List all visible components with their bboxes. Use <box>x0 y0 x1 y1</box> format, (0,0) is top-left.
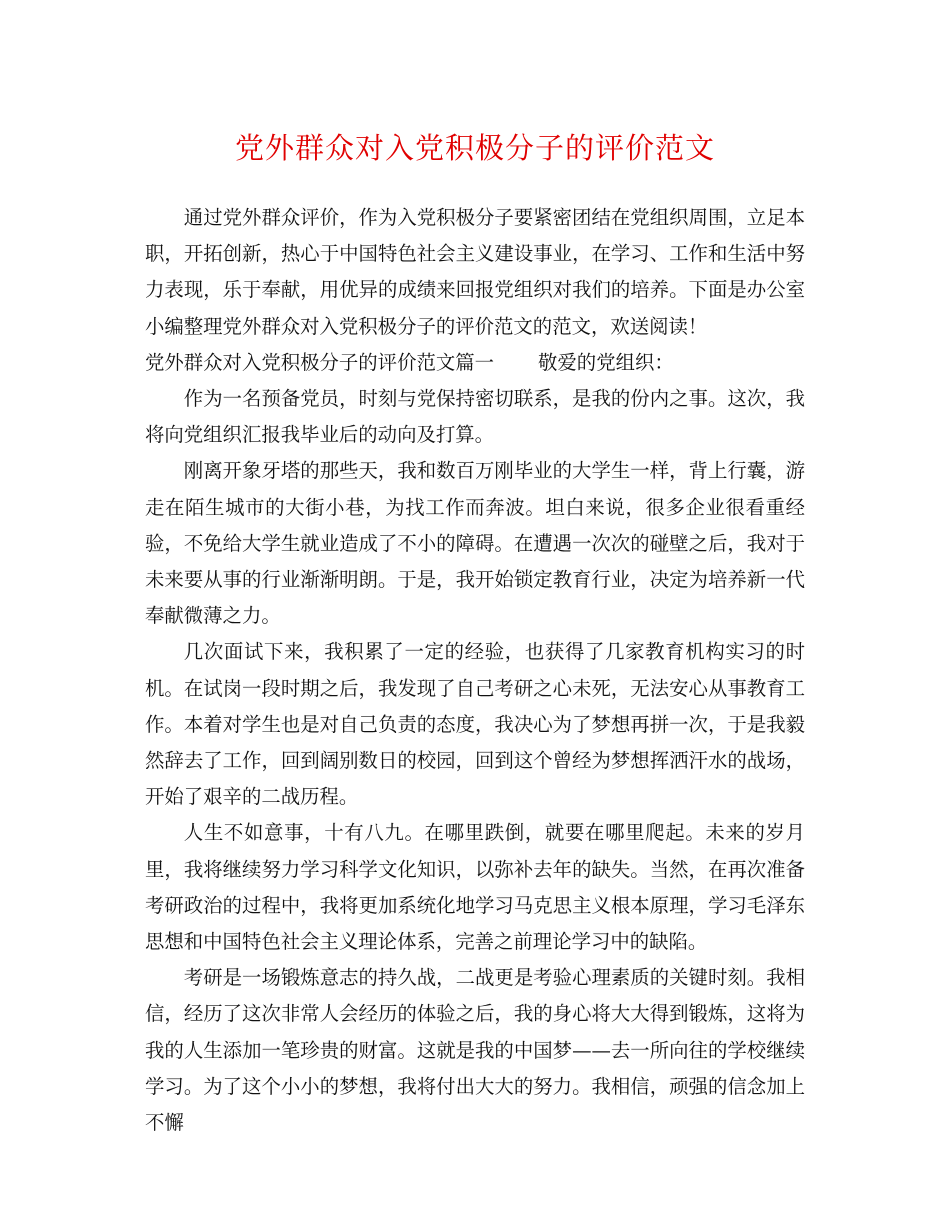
intro-paragraph: 通过党外群众评价，作为入党积极分子要紧密团结在党组织周围，立足本职，开拓创新，热心于中国特色社会主义建设事业，在学习、工作和生活中努力表现，乐于奉献，用优异的成绩来回报党组织对我们的培养。下面是办公室小编整理党外群众对入党积极分子的评价范文的范文，欢送阅读！ <box>145 206 805 338</box>
salutation: 敬爱的党组织： <box>538 350 674 374</box>
section-heading: 党外群众对入党积极分子的评价范文篇一 <box>145 350 495 374</box>
body-paragraph: 刚离开象牙塔的那些天，我和数百万刚毕业的大学生一样，背上行囊，游走在陌生城市的大街小巷，为找工作而奔波。坦白来说，很多企业很看重经验，不免给大学生就业造成了不小的障碍。在遭遇一次次的碰壁之后，我对于未来要从事的行业渐渐明朗。于是，我开始锁定教育行业，决定为培养新一代奉献微薄之力。 <box>145 459 805 628</box>
document-title: 党外群众对入党积极分子的评价范文 <box>234 131 715 165</box>
document-body <box>145 200 805 1141</box>
body-paragraph: 作为一名预备党员，时刻与党保持密切联系，是我的份内之事。这次，我将向党组织汇报我毕业后的动向及打算。 <box>145 387 805 447</box>
body-paragraph: 几次面试下来，我积累了一定的经验，也获得了几家教育机构实习的时机。在试岗一段时期之后，我发现了自己考研之心未死，无法安心从事教育工作。本着对学生也是对自己负责的态度，我决心为了梦想再拼一次，于是我毅然辞去了工作，回到阔别数日的校园，回到这个曾经为梦想挥洒汗水的战场，开始了艰辛的二战历程。 <box>145 640 805 809</box>
body-paragraph: 考研是一场锻炼意志的持久战，二战更是考验心理素质的关键时刻。我相信，经历了这次非常人会经历的体验之后，我的身心将大大得到锻炼，这将为我的人生添加一笔珍贵的财富。这就是我的中国梦——去一所向往的学校继续学习。为了这个小小的梦想，我将付出大大的努力。我相信，顽强的信念加上不懈 <box>145 966 805 1135</box>
section-heading-line <box>145 345 805 381</box>
body-paragraph: 人生不如意事，十有八九。在哪里跌倒，就要在哪里爬起。未来的岁月里，我将继续努力学习科学文化知识，以弥补去年的缺失。当然，在再次准备考研政治的过程中，我将更加系统化地学习马克思主义根本原理，学习毛泽东思想和中国特色社会主义理论体系，完善之前理论学习中的缺陷。 <box>145 821 805 954</box>
